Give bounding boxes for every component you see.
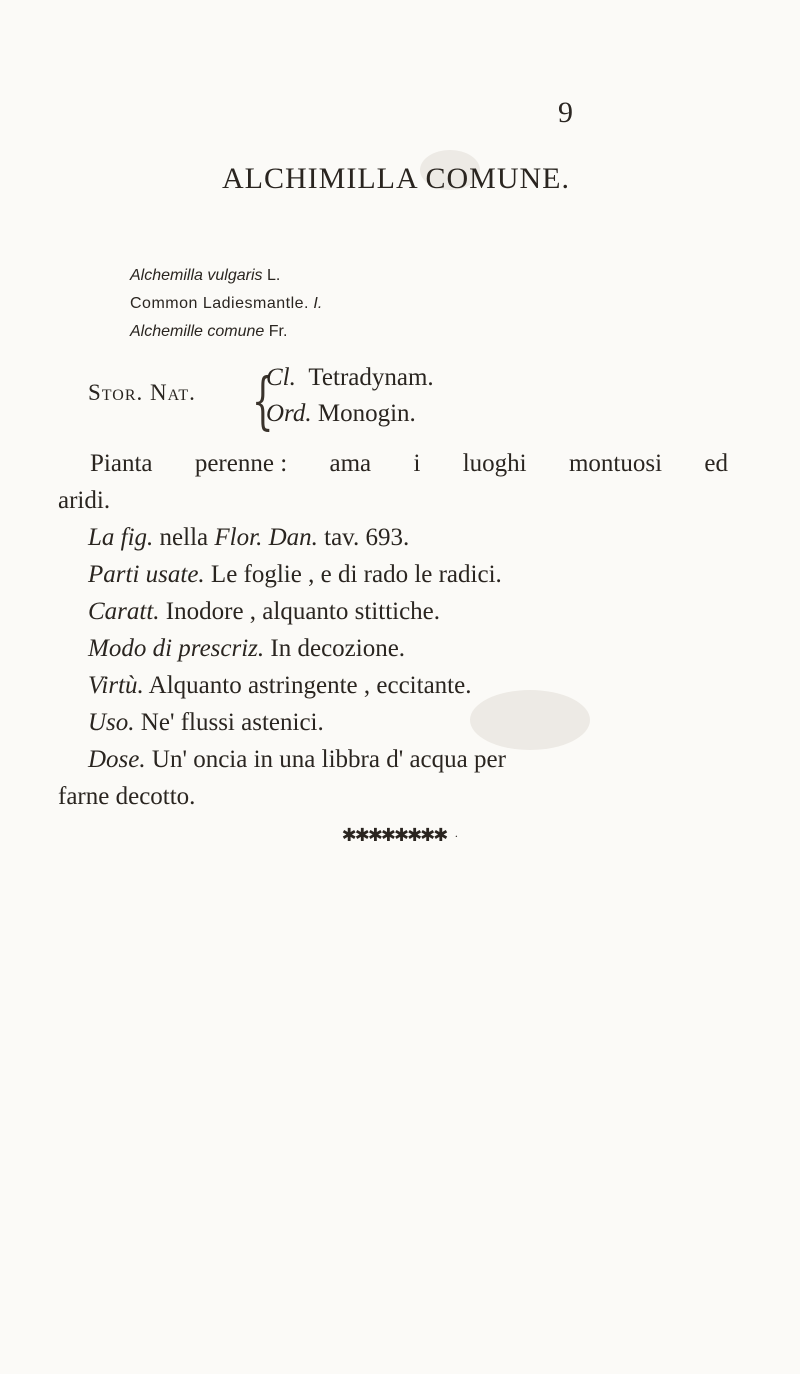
latin-name: Alchemilla vulgaris [130, 267, 263, 284]
order-label: Ord. [266, 400, 312, 427]
virtu-line [88, 667, 728, 704]
caratt-text: Inodore , alquanto stittiche. [165, 598, 441, 625]
order-value: Monogin. [317, 400, 416, 427]
fig-text-pre: nella [159, 524, 209, 551]
latin-author: L. [266, 267, 281, 284]
class-label: Cl. [266, 364, 296, 391]
virtu-label: Virtù. [88, 672, 144, 699]
intro-word: ama [329, 450, 372, 477]
asterisk-ornament-icon: ✱✱✱✱✱✱✱✱ [341, 825, 447, 845]
intro-line-1 [88, 445, 728, 482]
modo-label: Modo di prescriz. [88, 635, 265, 662]
class-row [266, 364, 434, 392]
classification-block [88, 364, 728, 448]
english-author: I. [313, 295, 323, 312]
parti-label: Parti usate. [88, 561, 205, 588]
brace-icon: { [251, 364, 274, 437]
virtu-text: Alquanto astringente , eccitante. [148, 672, 472, 699]
uso-label: Uso. [88, 709, 135, 736]
fig-label: La fig. [88, 524, 154, 551]
ornament-dot: · [454, 829, 459, 844]
intro-word: ed [704, 450, 728, 477]
synonym-latin [130, 262, 322, 290]
dose-line [88, 741, 728, 778]
synonym-french [130, 318, 322, 346]
entry-text [58, 445, 728, 815]
french-author: Fr. [268, 323, 288, 340]
dose-text: Un' oncia in una libbra d' acqua per [151, 746, 506, 773]
caratt-label: Caratt. [88, 598, 160, 625]
fig-flor: Flor. [214, 524, 263, 551]
fig-dan: Dan. [268, 524, 318, 551]
intro-word: perenne : [194, 450, 288, 477]
uso-line [88, 704, 728, 741]
stor-nat-label: Stor. Nat. [88, 380, 196, 405]
order-row [266, 400, 416, 428]
synonym-english [130, 290, 322, 318]
dose-line-2: farne decotto. [58, 783, 196, 810]
parti-text: Le foglie , e di rado le radici. [210, 561, 502, 588]
intro-word: i [413, 450, 421, 477]
english-name: Common Ladiesmantle. [130, 295, 309, 312]
uso-text: Ne' flussi astenici. [140, 709, 324, 736]
ornament-divider [0, 825, 800, 846]
synonyms-block [130, 262, 322, 346]
intro-word: Pianta [90, 450, 153, 477]
fig-text-post: tav. 693. [324, 524, 410, 551]
page-title: ALCHIMILLA COMUNE. [222, 162, 570, 195]
caratt-line [88, 593, 728, 630]
modo-text: In decozione. [270, 635, 406, 662]
modo-line [88, 630, 728, 667]
intro-word: montuosi [568, 450, 663, 477]
parti-line [88, 556, 728, 593]
intro-line-2: aridi. [58, 487, 111, 514]
dose-label: Dose. [88, 746, 146, 773]
intro-word: luoghi [462, 450, 527, 477]
french-name: Alchemille comune [130, 323, 265, 340]
page-number: 9 [558, 96, 573, 129]
fig-line [88, 519, 728, 556]
class-value: Tetradynam. [308, 364, 434, 391]
